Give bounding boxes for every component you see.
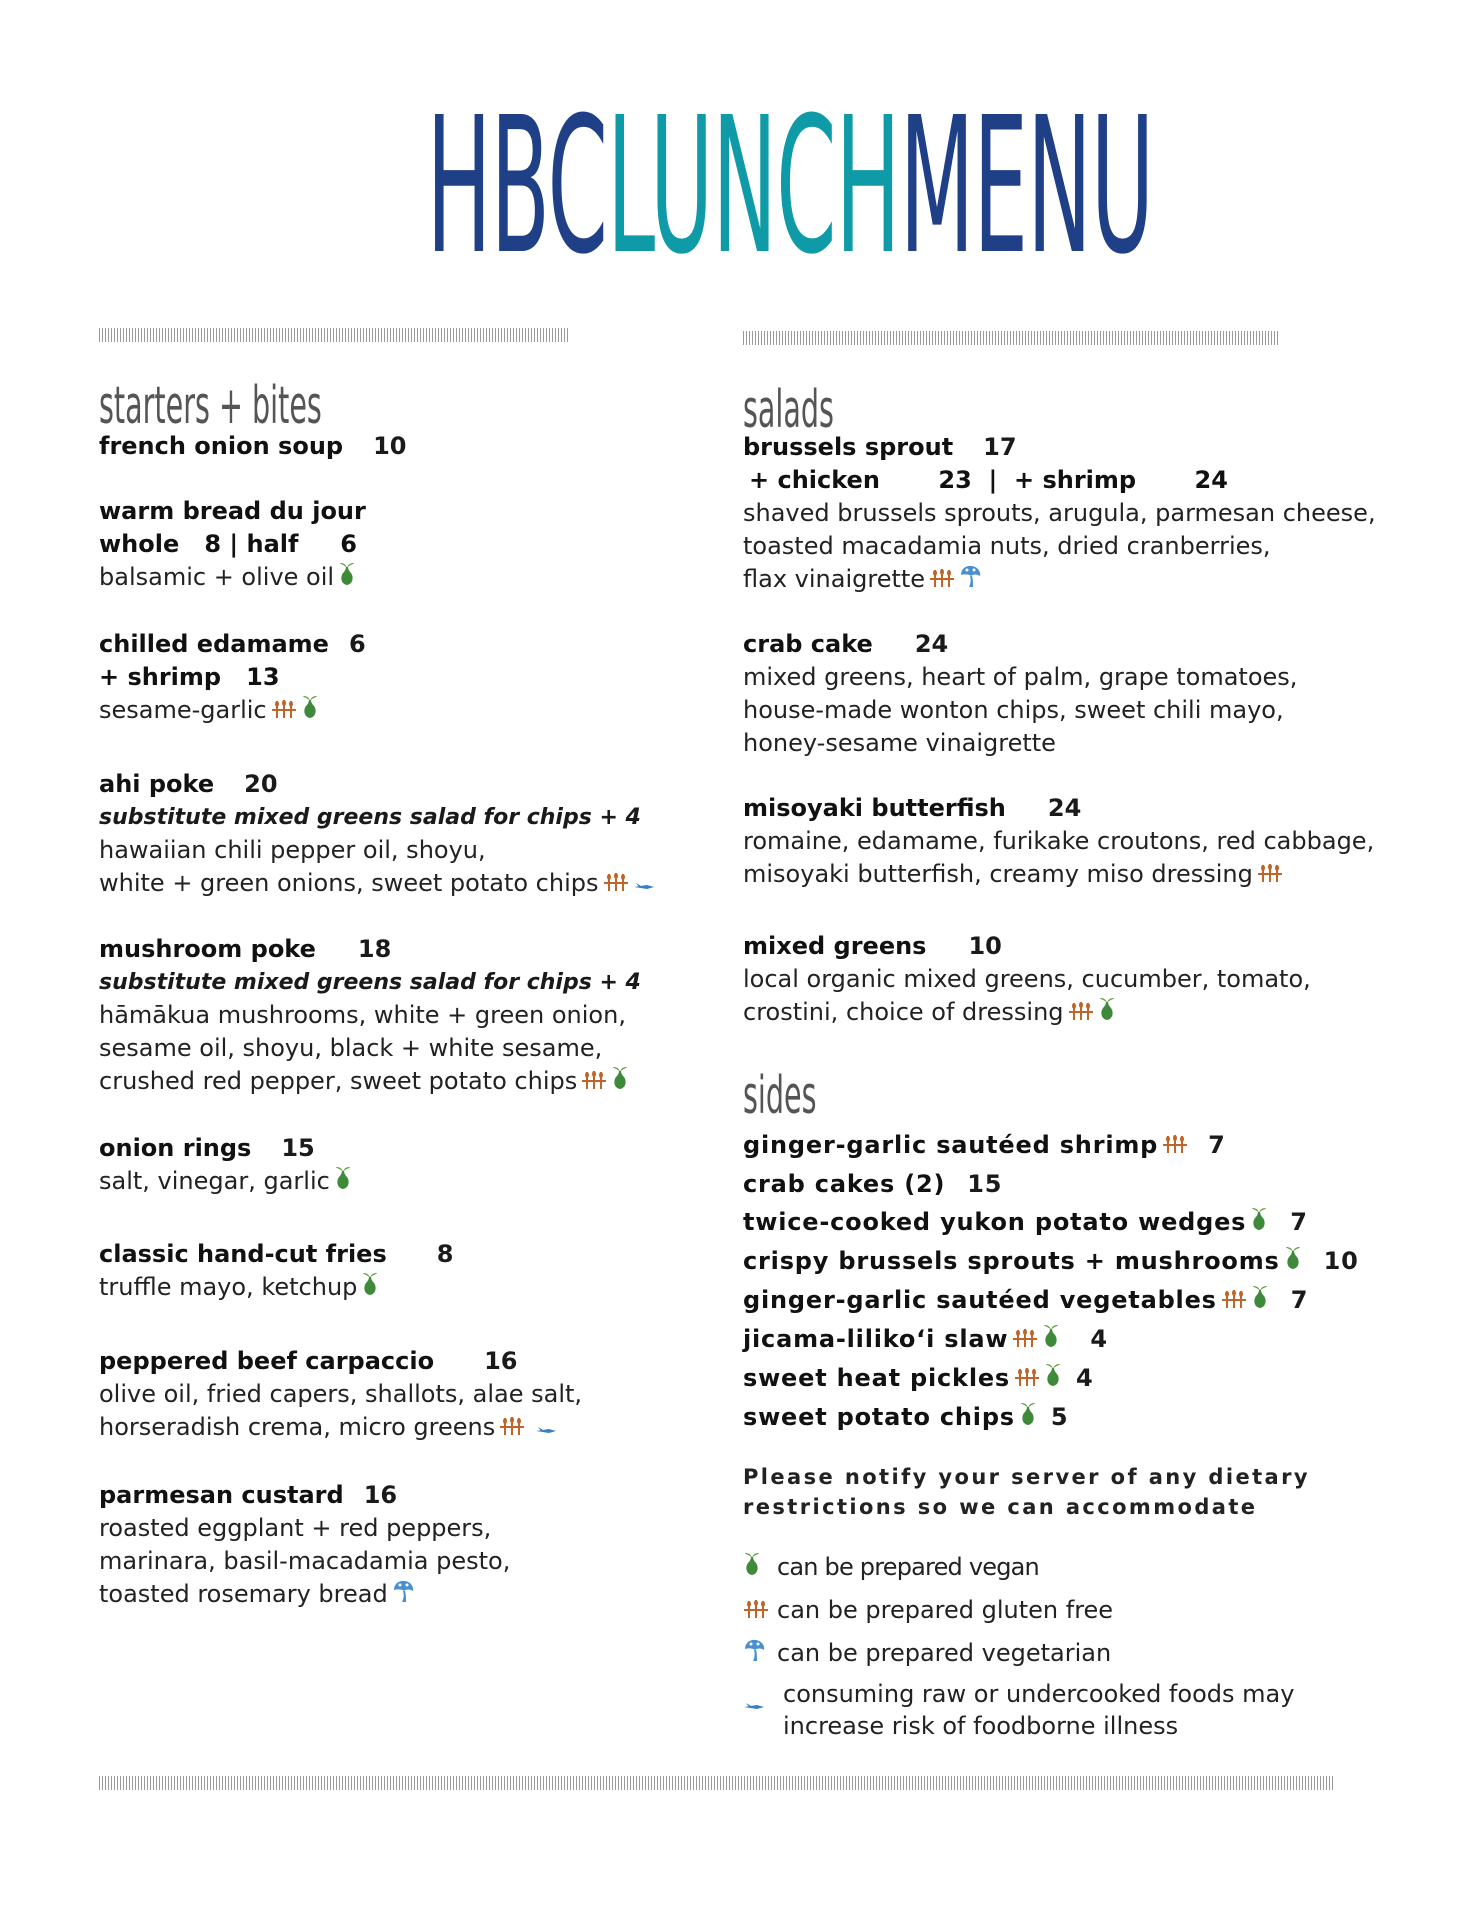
page-title: [0, 77, 1484, 296]
item-price: 15: [281, 1134, 315, 1162]
item-name: warm bread du jour: [99, 497, 366, 525]
vegan-icon: [1019, 1399, 1037, 1437]
item-desc: misoyaki butterfish, creamy miso dressing: [743, 860, 1253, 888]
item-name: brussels sprout: [743, 433, 954, 461]
side-name: crispy brussels sprouts + mushrooms: [743, 1247, 1280, 1275]
item-desc: marinara, basil-macadamia pesto,: [99, 1547, 511, 1575]
item-price: 10: [968, 932, 1002, 960]
vegan-icon: [334, 1166, 352, 1199]
item-desc: mixed greens, heart of palm, grape tomatoes,: [743, 663, 1298, 691]
item-desc: shaved brussels sprouts, arugula, parmesan cheese,: [743, 499, 1376, 527]
menu-item: [743, 628, 1297, 760]
item-substitute-note: substitute mixed greens salad for chips + 4: [99, 805, 641, 830]
gluten-free-icon: [1012, 1321, 1038, 1359]
side-price: 7: [1290, 1208, 1308, 1236]
item-desc: flax vinaigrette: [743, 565, 926, 593]
item-desc: toasted macadamia nuts, dried cranberries,: [743, 532, 1271, 560]
item-price: 24: [1047, 794, 1082, 822]
gluten-free-icon: [1014, 1360, 1040, 1398]
divider-top-left: [99, 328, 569, 342]
gluten-free-icon: [1257, 859, 1283, 892]
item-desc: white + green onions, sweet potato chips: [99, 869, 599, 897]
dietary-notice: [743, 1462, 1310, 1522]
menu-item: [99, 1345, 582, 1445]
item-name: mixed greens: [743, 932, 927, 960]
notice-line: restrictions so we can accommodate: [743, 1495, 1258, 1519]
side-name: ginger-garlic sautéed vegetables: [743, 1286, 1217, 1314]
side-name: sweet potato chips: [743, 1403, 1015, 1431]
gluten-free-icon: [743, 1593, 773, 1629]
menu-item: [99, 1132, 352, 1199]
starters-heading: starters + bites: [99, 376, 322, 436]
item-desc: sesame oil, shoyu, black + white sesame,: [99, 1034, 603, 1062]
menu-item: [743, 930, 1311, 1030]
divider-bottom: [99, 1776, 1335, 1790]
item-name: ahi poke: [99, 770, 215, 798]
gluten-free-icon: [1162, 1127, 1188, 1165]
side-name: jicama-liliko‘i slaw: [743, 1325, 1009, 1353]
item-name: onion rings: [99, 1134, 252, 1162]
raw-icon: [633, 868, 655, 901]
vegan-icon: [1250, 1204, 1268, 1242]
sides-section: [743, 1066, 1359, 1437]
item-options: whole 8 | half 6: [99, 530, 357, 558]
legend-label: consuming raw or undercooked foods may: [783, 1680, 1295, 1708]
side-name: sweet heat pickles: [743, 1364, 1011, 1392]
title-part-menu: MENU: [899, 77, 1154, 296]
legend-item-gluten-free: [743, 1592, 1294, 1629]
item-desc: romaine, edamame, furikake croutons, red cabbage,: [743, 827, 1375, 855]
gluten-free-icon: [271, 695, 297, 728]
item-name: peppered beef carpaccio: [99, 1347, 435, 1375]
item-desc: toasted rosemary bread: [99, 1580, 388, 1608]
menu-item: [99, 628, 366, 728]
item-addons: + chicken 23 | + shrimp 24: [749, 466, 1228, 494]
vegan-icon: [361, 1272, 379, 1305]
item-desc: honey-sesame vinaigrette: [743, 729, 1056, 757]
side-name: crab cakes (2): [743, 1170, 946, 1198]
vegan-icon: [338, 562, 356, 595]
legend-label: increase risk of foodborne illness: [783, 1712, 1179, 1740]
salads-section: [743, 380, 1433, 1740]
side-price: 7: [1208, 1131, 1226, 1159]
item-name: misoyaki butterfish: [743, 794, 1006, 822]
vegetarian-icon: [743, 1636, 773, 1672]
legend-item-vegan: [743, 1549, 1294, 1586]
menu-item: [743, 431, 1376, 597]
item-name: chilled edamame: [99, 630, 329, 658]
vegan-icon: [1098, 997, 1116, 1030]
vegetarian-icon: [959, 564, 983, 597]
starters-section: [99, 376, 739, 1608]
gluten-free-icon: [929, 564, 955, 597]
side-price: 4: [1076, 1364, 1094, 1392]
vegan-icon: [1251, 1282, 1269, 1320]
item-addon: + shrimp 13: [99, 663, 280, 691]
gluten-free-icon: [1221, 1282, 1247, 1320]
menu-item: [99, 933, 641, 1099]
item-price: 16: [484, 1347, 518, 1375]
menu-item: [99, 430, 406, 463]
menu-item: [743, 792, 1374, 892]
item-name: mushroom poke: [99, 935, 316, 963]
title-part-lunch: LUNCH: [607, 77, 900, 296]
legend-label: can be prepared gluten free: [777, 1596, 1114, 1624]
raw-icon: [535, 1412, 557, 1445]
side-price: 7: [1290, 1286, 1309, 1314]
title-part-hbc: HBC: [426, 77, 608, 296]
item-desc: house-made wonton chips, sweet chili mayo,: [743, 696, 1284, 724]
icon-legend: [743, 1549, 1294, 1742]
item-substitute-note: substitute mixed greens salad for chips + 4: [99, 970, 641, 995]
item-price: 6: [348, 630, 366, 658]
raw-icon: [743, 1688, 773, 1720]
menu-item: [99, 495, 366, 595]
item-price: 10: [373, 432, 407, 460]
item-desc: truffle mayo, ketchup: [99, 1273, 358, 1301]
vegan-icon: [1284, 1243, 1302, 1281]
item-desc: sesame-garlic: [99, 696, 267, 724]
item-price: 16: [363, 1481, 398, 1509]
vegan-icon: [1044, 1360, 1062, 1398]
gluten-free-icon: [1068, 997, 1094, 1030]
item-desc: hāmākua mushrooms, white + green onion,: [99, 1001, 626, 1029]
item-name: classic hand-cut fries: [99, 1240, 387, 1268]
menu-item: [99, 768, 655, 901]
item-desc: crushed red pepper, sweet potato chips: [99, 1067, 578, 1095]
vegan-icon: [743, 1550, 773, 1586]
item-desc: roasted eggplant + red peppers,: [99, 1514, 492, 1542]
item-desc: hawaiian chili pepper oil, shoyu,: [99, 836, 486, 864]
menu-item: [99, 1238, 453, 1305]
item-price: 18: [357, 935, 392, 963]
salads-heading: salads: [743, 380, 834, 440]
vegan-icon: [301, 695, 319, 728]
legend-label: can be prepared vegan: [777, 1553, 1039, 1581]
notice-line: Please notify your server of any dietary: [743, 1465, 1310, 1489]
vegan-icon: [1042, 1321, 1060, 1359]
gluten-free-icon: [603, 868, 629, 901]
item-name: parmesan custard: [99, 1481, 344, 1509]
item-price: 24: [914, 630, 949, 658]
item-price: 8: [436, 1240, 454, 1268]
gluten-free-icon: [581, 1066, 607, 1099]
vegan-icon: [611, 1066, 629, 1099]
vegetarian-icon: [392, 1579, 416, 1612]
item-desc: horseradish crema, micro greens: [99, 1413, 496, 1441]
side-name: twice-cooked yukon potato wedges: [743, 1208, 1247, 1236]
item-desc: salt, vinegar, garlic: [99, 1167, 330, 1195]
item-desc: balsamic + olive oil: [99, 563, 335, 591]
item-name: crab cake: [743, 630, 873, 658]
side-price: 10: [1323, 1247, 1359, 1275]
side-price: 15: [967, 1170, 1003, 1198]
item-desc: olive oil, fried capers, shallots, alae salt,: [99, 1380, 583, 1408]
sides-heading: sides: [743, 1066, 817, 1126]
side-price: 5: [1050, 1403, 1069, 1431]
side-name: ginger-garlic sautéed shrimp: [743, 1131, 1159, 1159]
legend-label: can be prepared vegetarian: [777, 1639, 1112, 1667]
item-desc: local organic mixed greens, cucumber, tomato,: [743, 965, 1311, 993]
item-desc: crostini, choice of dressing: [743, 998, 1064, 1026]
legend-item-raw: [743, 1678, 1294, 1742]
item-name: french onion soup: [99, 432, 344, 460]
menu-item: [99, 1479, 510, 1612]
side-price: 4: [1090, 1325, 1108, 1353]
item-price: 17: [983, 433, 1017, 461]
legend-item-vegetarian: [743, 1635, 1294, 1672]
item-price: 20: [244, 770, 278, 798]
gluten-free-icon: [499, 1412, 525, 1445]
divider-top-right: [743, 331, 1279, 345]
